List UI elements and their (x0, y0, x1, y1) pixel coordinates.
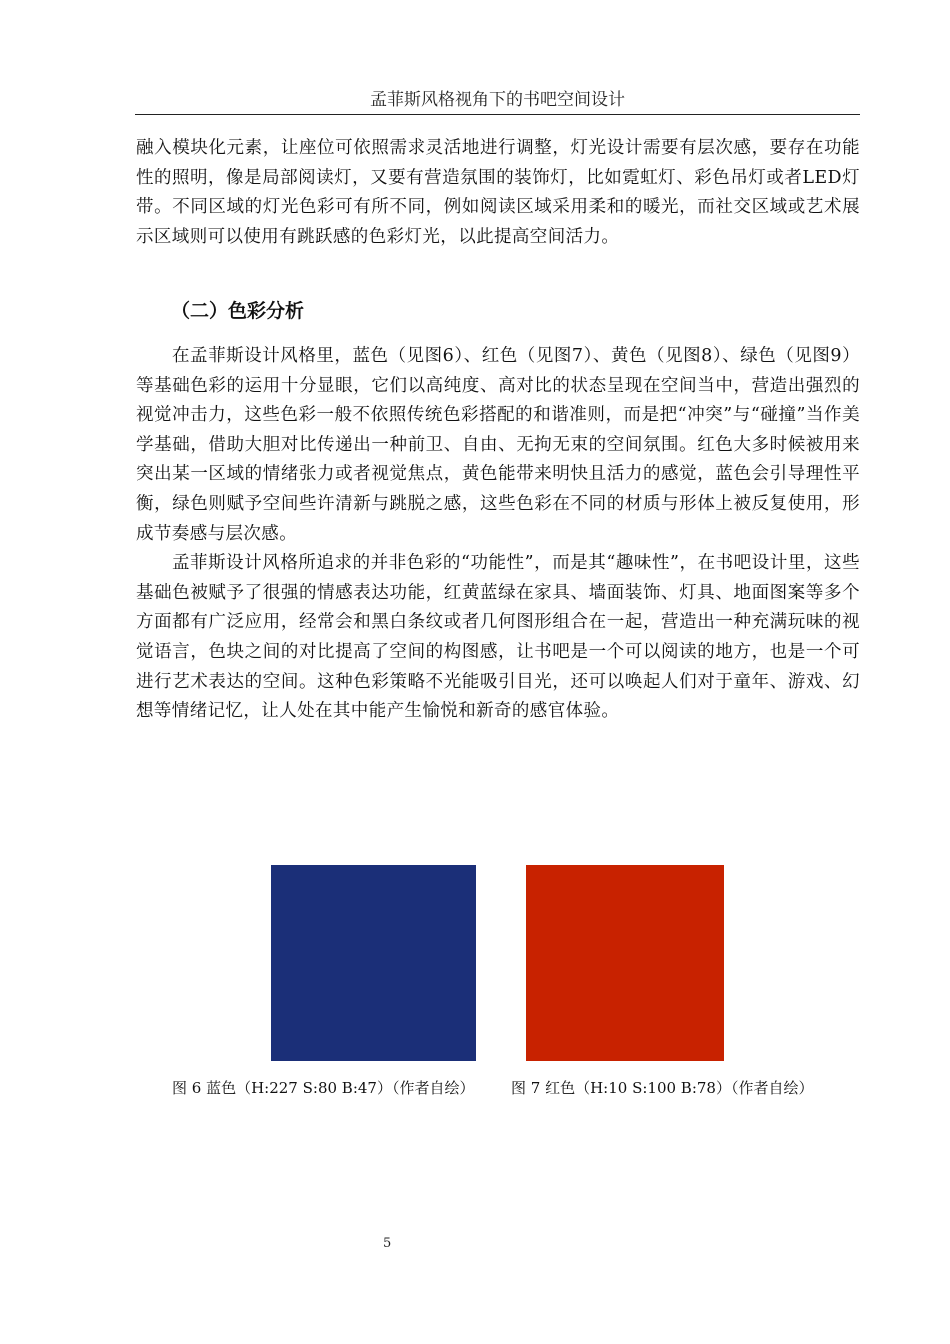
page-number: 5 (383, 1236, 392, 1251)
paragraph-color-fun: 孟菲斯设计风格所追求的并非色彩的“功能性”，而是其“趣味性”，在书吧设计里，这些基础色被赋予了很强的情感表达功能，红黄蓝绿在家具、墙面装饰、灯具、地面图案等多个方面都有广泛应用，经常会和黑白条纹或者几何图形组合在一起，营造出一种充满玩味的视觉语言，色块之间的对比提高了空间的构图感，让书吧是一个可以阅读的地方，也是一个可进行艺术表达的空间。这种色彩策略不光能吸引目光，还可以唤起人们对于童年、游戏、幻想等情绪记忆，让人处在其中能产生愉悦和新奇的感官体验。 (136, 553, 860, 722)
figure-7-red-swatch (526, 865, 724, 1061)
running-header-title: 孟菲斯风格视角下的书吧空间设计 (370, 90, 625, 110)
figure-6-blue-swatch (271, 865, 476, 1061)
paragraph-color-basics: 在孟菲斯设计风格里，蓝色（见图6）、红色（见图7）、黄色（见图8）、绿色（见图9）等基础色彩的运用十分显眼，它们以高纯度、高对比的状态呈现在空间当中，营造出强烈的视觉冲击力，这些色彩一般不依照传统色彩搭配的和谐准则，而是把“冲突”与“碰撞”当作美学基础，借助大胆对比传递出一种前卫、自由、无拘无束的空间氛围。红色大多时候被用来突出某一区域的情绪张力或者视觉焦点，黄色能带来明快且活力的感觉，蓝色会引导理性平衡，绿色则赋予空间些许清新与跳脱之感，这些色彩在不同的材质与形体上被反复使用，形成节奏感与层次感。 (136, 346, 860, 544)
figure-6-caption: 图 6 蓝色（H:227 S:80 B:47）（作者自绘） (172, 1079, 475, 1097)
body-text-block-2 (136, 342, 860, 727)
paragraph-lighting: 融入模块化元素，让座位可依照需求灵活地进行调整，灯光设计需要有层次感，要存在功能性的照明，像是局部阅读灯，又要有营造氛围的装饰灯，比如霓虹灯、彩色吊灯或者LED灯带。不同区域的灯光色彩可有所不同，例如阅读区域采用柔和的暖光，而社交区域或艺术展示区域则可以使用有跳跃感的色彩灯光，以此提高空间活力。 (136, 138, 860, 247)
running-header (135, 88, 860, 115)
section-heading: （二）色彩分析 (171, 300, 305, 322)
body-text-block-1 (136, 134, 860, 252)
figure-7-caption: 图 7 红色（H:10 S:100 B:78）（作者自绘） (511, 1079, 814, 1097)
